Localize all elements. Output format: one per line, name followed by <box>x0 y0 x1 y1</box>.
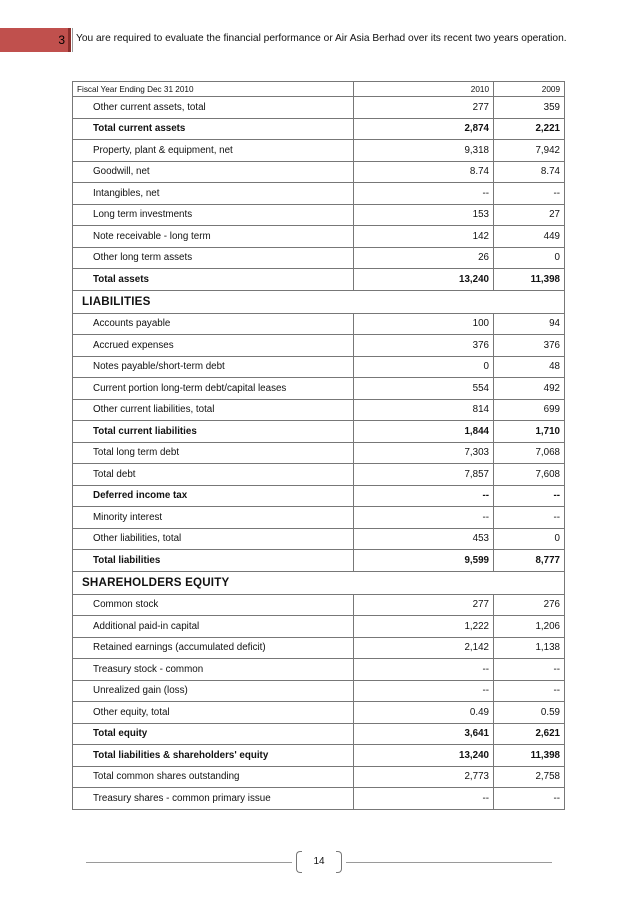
value-2010: 2,773 <box>354 766 494 788</box>
table-row <box>73 442 565 464</box>
table-row <box>73 421 565 443</box>
value-2009: 48 <box>494 356 565 378</box>
value-2010: 8.74 <box>354 161 494 183</box>
value-2009: 11,398 <box>494 269 565 291</box>
row-label: Minority interest <box>73 507 354 529</box>
row-label: Treasury stock - common <box>73 659 354 681</box>
value-2010: 277 <box>354 97 494 119</box>
table-row <box>73 507 565 529</box>
question-number: 3 <box>58 33 65 47</box>
value-2009: -- <box>494 183 565 205</box>
value-2010: -- <box>354 485 494 507</box>
table-row <box>73 464 565 486</box>
row-label: Unrealized gain (loss) <box>73 680 354 702</box>
row-label: Deferred income tax <box>73 485 354 507</box>
balance-sheet-table <box>72 81 565 810</box>
table-row <box>73 723 565 745</box>
table-row <box>73 766 565 788</box>
value-2010: 2,142 <box>354 637 494 659</box>
value-2010: -- <box>354 680 494 702</box>
value-2010: 277 <box>354 594 494 616</box>
row-label: Total debt <box>73 464 354 486</box>
value-2009: 0 <box>494 528 565 550</box>
row-label: Long term investments <box>73 204 354 226</box>
value-2009: 27 <box>494 204 565 226</box>
row-label: Retained earnings (accumulated deficit) <box>73 637 354 659</box>
value-2009: 1,206 <box>494 616 565 638</box>
table-row <box>73 335 565 357</box>
row-label: Total common shares outstanding <box>73 766 354 788</box>
row-label: Total assets <box>73 269 354 291</box>
value-2010: 153 <box>354 204 494 226</box>
value-2010: 13,240 <box>354 745 494 767</box>
value-2009: 276 <box>494 594 565 616</box>
value-2009: 2,221 <box>494 118 565 140</box>
value-2010: 9,318 <box>354 140 494 162</box>
row-label: Total current liabilities <box>73 421 354 443</box>
section-title: SHAREHOLDERS EQUITY <box>73 571 565 594</box>
value-2009: 1,710 <box>494 421 565 443</box>
value-2010: -- <box>354 183 494 205</box>
value-2010: 0 <box>354 356 494 378</box>
value-2010: 7,303 <box>354 442 494 464</box>
table-row <box>73 528 565 550</box>
table-row <box>73 594 565 616</box>
value-2010: 554 <box>354 378 494 400</box>
value-2010: 376 <box>354 335 494 357</box>
value-2009: 449 <box>494 226 565 248</box>
table-row <box>73 702 565 724</box>
value-2009: 0.59 <box>494 702 565 724</box>
table-row <box>73 485 565 507</box>
table-row <box>73 378 565 400</box>
row-label: Goodwill, net <box>73 161 354 183</box>
row-label: Accrued expenses <box>73 335 354 357</box>
row-label: Property, plant & equipment, net <box>73 140 354 162</box>
value-2009: 7,608 <box>494 464 565 486</box>
row-label: Total long term debt <box>73 442 354 464</box>
header-year-2010: 2010 <box>354 82 494 97</box>
table-row <box>73 399 565 421</box>
value-2009: -- <box>494 485 565 507</box>
value-2009: -- <box>494 680 565 702</box>
row-label: Other current assets, total <box>73 97 354 119</box>
question-number-badge <box>0 28 68 52</box>
table-row <box>73 313 565 335</box>
row-label: Note receivable - long term <box>73 226 354 248</box>
row-label: Accounts payable <box>73 313 354 335</box>
table-row <box>73 616 565 638</box>
table-row <box>73 788 565 810</box>
value-2009: 699 <box>494 399 565 421</box>
value-2010: 26 <box>354 247 494 269</box>
value-2010: 13,240 <box>354 269 494 291</box>
footer-rule-left <box>86 862 292 863</box>
page-number-box <box>296 851 342 873</box>
row-label: Other liabilities, total <box>73 528 354 550</box>
value-2009: 2,758 <box>494 766 565 788</box>
value-2010: 142 <box>354 226 494 248</box>
value-2009: 7,068 <box>494 442 565 464</box>
page-number: 14 <box>313 856 325 867</box>
value-2009: 376 <box>494 335 565 357</box>
value-2010: -- <box>354 507 494 529</box>
footer-rule-right <box>346 862 552 863</box>
section-header-liabilities <box>73 290 565 313</box>
table-row <box>73 637 565 659</box>
value-2010: 7,857 <box>354 464 494 486</box>
value-2010: -- <box>354 788 494 810</box>
value-2010: 453 <box>354 528 494 550</box>
row-label: Total equity <box>73 723 354 745</box>
value-2010: 814 <box>354 399 494 421</box>
right-bracket <box>336 851 342 873</box>
value-2010: 3,641 <box>354 723 494 745</box>
row-label: Total current assets <box>73 118 354 140</box>
table-row <box>73 118 565 140</box>
row-label: Treasury shares - common primary issue <box>73 788 354 810</box>
value-2010: 1,222 <box>354 616 494 638</box>
value-2009: 94 <box>494 313 565 335</box>
value-2010: 1,844 <box>354 421 494 443</box>
value-2010: 9,599 <box>354 550 494 572</box>
table-row <box>73 680 565 702</box>
table-row <box>73 226 565 248</box>
table-row <box>73 161 565 183</box>
table-row <box>73 140 565 162</box>
header-year-2009: 2009 <box>494 82 565 97</box>
table-row <box>73 745 565 767</box>
value-2009: 11,398 <box>494 745 565 767</box>
table-row <box>73 356 565 378</box>
row-label: Other equity, total <box>73 702 354 724</box>
question-divider <box>72 28 73 52</box>
left-bracket <box>296 851 302 873</box>
table-row <box>73 183 565 205</box>
table-row <box>73 269 565 291</box>
value-2010: 0.49 <box>354 702 494 724</box>
value-2009: 492 <box>494 378 565 400</box>
value-2009: 1,138 <box>494 637 565 659</box>
section-header-equity <box>73 571 565 594</box>
row-label: Total liabilities <box>73 550 354 572</box>
table-row <box>73 97 565 119</box>
question-text: You are required to evaluate the financial performance or Air Asia Berhad over its recent two years operation. <box>76 33 567 44</box>
row-label: Common stock <box>73 594 354 616</box>
value-2009: 7,942 <box>494 140 565 162</box>
table-row <box>73 550 565 572</box>
value-2009: 359 <box>494 97 565 119</box>
header-label: Fiscal Year Ending Dec 31 2010 <box>73 82 354 97</box>
value-2009: 8,777 <box>494 550 565 572</box>
row-label: Total liabilities & shareholders' equity <box>73 745 354 767</box>
table-header-row <box>73 82 565 97</box>
row-label: Intangibles, net <box>73 183 354 205</box>
table-row <box>73 204 565 226</box>
value-2009: 0 <box>494 247 565 269</box>
row-label: Other current liabilities, total <box>73 399 354 421</box>
value-2009: -- <box>494 788 565 810</box>
value-2010: 100 <box>354 313 494 335</box>
table-row <box>73 247 565 269</box>
value-2010: 2,874 <box>354 118 494 140</box>
value-2009: -- <box>494 507 565 529</box>
value-2010: -- <box>354 659 494 681</box>
row-label: Additional paid-in capital <box>73 616 354 638</box>
section-title: LIABILITIES <box>73 290 565 313</box>
row-label: Notes payable/short-term debt <box>73 356 354 378</box>
row-label: Current portion long-term debt/capital leases <box>73 378 354 400</box>
table-row <box>73 659 565 681</box>
row-label: Other long term assets <box>73 247 354 269</box>
value-2009: 8.74 <box>494 161 565 183</box>
value-2009: 2,621 <box>494 723 565 745</box>
value-2009: -- <box>494 659 565 681</box>
